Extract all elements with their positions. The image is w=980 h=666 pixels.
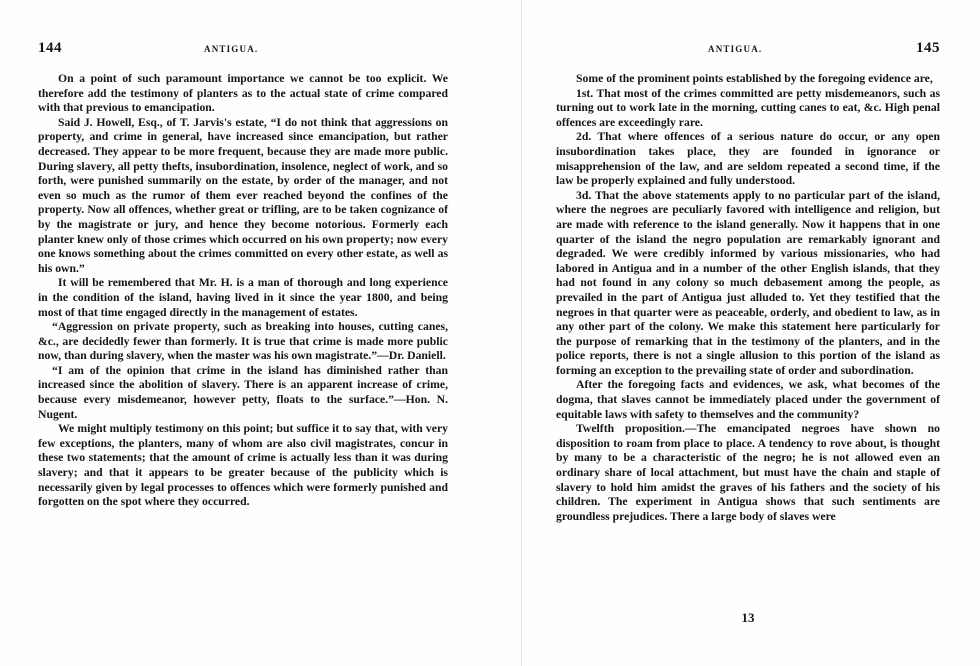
quote-paragraph: “I am of the opinion that crime in the island has diminished rather than increased since the abolition of slavery. There is an apparent increase of crime, because every misdemeanor, however petty, floats to the surface.”—Hon. N. Nugent.	[38, 363, 448, 421]
right-page-body	[556, 72, 940, 524]
left-page-number: 144	[38, 40, 62, 56]
paragraph: It will be remembered that Mr. H. is a man of thorough and long experience in the condition of the island, having lived in it since the year 1800, and being most of that time engaged directly in the management of estates.	[38, 276, 448, 319]
right-page-header	[556, 40, 940, 60]
paragraph: Twelfth proposition.—The emancipated negroes have shown no disposition to roam from place to place. A tendency to rove about, is thought by many to be a characteristic of the negro; he is not allowed even an ordinary share of local attachment, but must have the chain and staple of slavery to hold him amidst the graves of his fathers and the society of his children. The experiment in Antigua shows that such sentiments are groundless prejudices. There a large body of slaves were	[556, 422, 940, 523]
quote-paragraph: “Aggression on private property, such as breaking into houses, cutting canes, &c., are decidedly fewer than formerly. It is true that crime is made more public now, than during slavery, when the master was his own magistrate.”—Dr. Daniell.	[38, 320, 448, 363]
left-page-body	[38, 72, 448, 510]
left-page-header	[38, 40, 448, 60]
paragraph: We might multiply testimony on this point; but suffice it to say that, with very few exceptions, the planters, many of whom are also civil magistrates, concur in these two statements; that the amount of crime is actually less than it was during slavery; and that it appears to be greater because of the publicity which is necessarily given by legal processes to offences which were formerly punished and forgotten on the spot where they occurred.	[38, 422, 448, 509]
paragraph: 1st. That most of the crimes committed are petty misdemeanors, such as turning out to work late in the morning, cutting canes to eat, &c. High penal offences are exceedingly rare.	[556, 86, 940, 129]
right-page	[556, 0, 940, 666]
left-running-head: ANTIGUA.	[204, 44, 259, 54]
left-page	[38, 0, 448, 666]
right-running-head: ANTIGUA.	[708, 44, 763, 54]
paragraph: Said J. Howell, Esq., of T. Jarvis's estate, “I do not think that aggressions on property, and crime in general, have increased since emancipation, but rather decreased. They appear to be more frequent, because they are made more public. During slavery, all petty thefts, insubordination, insolence, neglect of work, and so forth, were punished summarily on the estate, by order of the manager, and not even so much as the rumor of them ever reached beyond the confines of the property. Now all offences, whether great or trifling, are to be taken cognizance of by the magistrate or jury, and hence they become notorious. Formerly each planter knew only of those crimes which occurred on his own property; now every one knows something about the crimes committed on every other estate, as well as his own.”	[38, 115, 448, 275]
book-gutter	[521, 0, 522, 666]
signature-mark: 13	[741, 610, 755, 625]
paragraph: 3d. That the above statements apply to no particular part of the island, where the negroes are peculiarly favored with intelligence and religion, but are made with reference to the island generally. Now it happens that in one quarter of the island the negro population are remarkably ignorant and degraded. We were credibly informed by various missionaries, who had labored in Antigua and in a number of the other English islands, that they had not found in any colony so much debasement among the people, as prevailed in the part of Antigua just alluded to. Yet they testified that the negroes in that quarter were as peaceable, orderly, and obedient to law, as in any other part of the colony. We make this statement here particularly for the purpose of remarking that in the testimony of the planters, and in the police reports, there is not a single allusion to this portion of the island as forming an exception to the prevailing state of order and subordination.	[556, 188, 940, 377]
paragraph: On a point of such paramount importance we cannot be too explicit. We therefore add the testimony of planters as to the actual state of crime compared with that previous to emancipation.	[38, 72, 448, 115]
right-page-number: 145	[916, 40, 940, 56]
paragraph: After the foregoing facts and evidences, we ask, what becomes of the dogma, that slaves cannot be immediately placed under the government of equitable laws with safety to themselves and the community?	[556, 378, 940, 421]
paragraph: 2d. That where offences of a serious nature do occur, or any open insubordination takes place, they are founded in ignorance or misapprehension of the law, and are seldom repeated a second time, if the law be properly explained and fully understood.	[556, 130, 940, 188]
paragraph: Some of the prominent points established by the foregoing evidence are,	[576, 72, 933, 85]
